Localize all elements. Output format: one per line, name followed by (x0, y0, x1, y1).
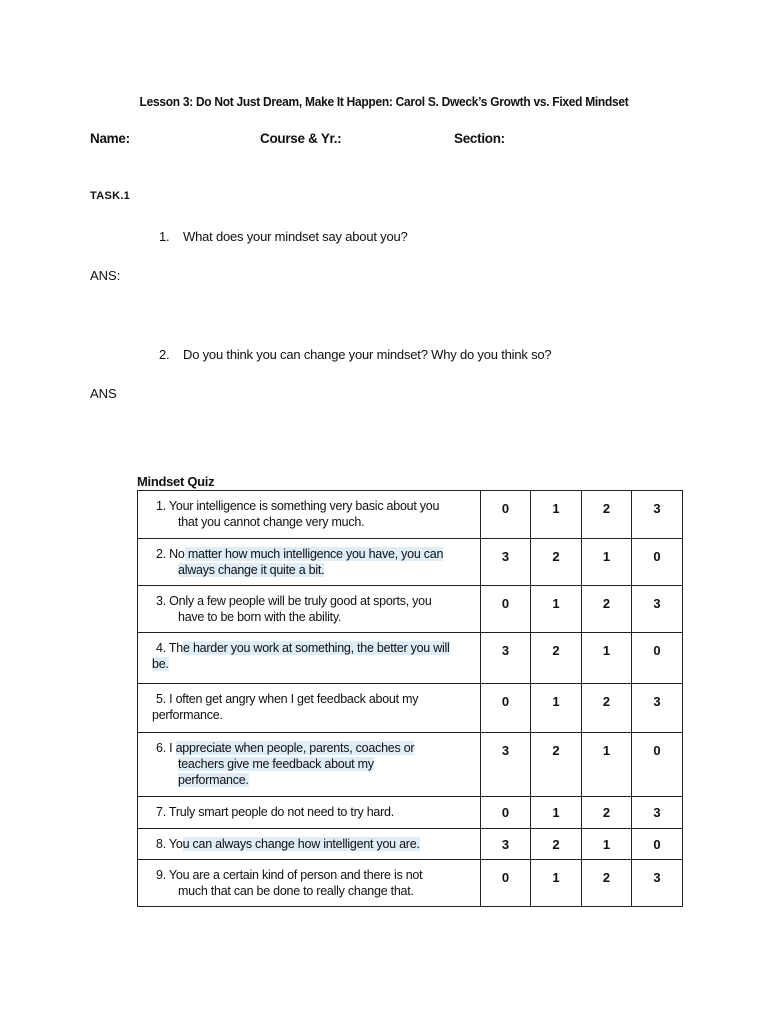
statement-prefix: 2. No (156, 547, 185, 561)
quiz-score[interactable]: 3 (632, 684, 683, 733)
statement-line-2: much that can be done to really change that. (178, 884, 414, 898)
statement-highlight: appreciate when people, parents, coaches or (175, 741, 415, 755)
statement-line-2 (156, 562, 470, 578)
quiz-score[interactable]: 2 (531, 539, 582, 586)
mindset-quiz-table (137, 490, 683, 907)
statement-line-1 (156, 640, 470, 656)
quiz-row (138, 586, 683, 633)
quiz-score[interactable]: 3 (481, 539, 531, 586)
quiz-row (138, 797, 683, 829)
quiz-statement (138, 586, 481, 633)
answer-1-label: ANS: (90, 268, 121, 283)
quiz-score[interactable]: 1 (531, 860, 582, 907)
quiz-score[interactable]: 2 (531, 633, 582, 684)
statement-line-2: performance. (152, 708, 223, 722)
statement-highlight: matter how much intelligence you have, you can (184, 547, 444, 561)
quiz-score[interactable]: 1 (582, 539, 632, 586)
quiz-score[interactable]: 1 (531, 586, 582, 633)
quiz-row (138, 829, 683, 860)
quiz-score[interactable]: 0 (481, 586, 531, 633)
course-label: Course & Yr.: (260, 131, 342, 146)
task-label: TASK.1 (90, 190, 131, 202)
question-2-number: 2. (159, 347, 170, 362)
quiz-row (138, 860, 683, 907)
quiz-score[interactable]: 0 (481, 491, 531, 539)
statement-line-1: 3. Only a few people will be truly good at sports, you (156, 594, 432, 608)
quiz-score[interactable]: 2 (582, 586, 632, 633)
quiz-score[interactable]: 2 (582, 684, 632, 733)
quiz-score[interactable]: 0 (632, 539, 683, 586)
name-label: Name: (90, 131, 130, 146)
statement-line-2: have to be born with the ability. (178, 610, 342, 624)
statement-highlight: always change it quite a bit. (178, 563, 325, 577)
statement-highlight: be. (152, 657, 169, 671)
statement-line-1 (156, 740, 470, 756)
statement-highlight: teachers give me feedback about my (178, 757, 374, 771)
page-title: Lesson 3: Do Not Just Dream, Make It Happen: Carol S. Dweck’s Growth vs. Fixed Mindset (139, 94, 629, 109)
statement-prefix: 6. I (156, 741, 176, 755)
question-1-text: What does your mindset say about you? (183, 229, 408, 244)
quiz-statement (138, 733, 481, 797)
statement-line-2 (156, 756, 470, 772)
statement-line-1: 9. You are a certain kind of person and there is not (156, 868, 423, 882)
quiz-score[interactable]: 2 (582, 491, 632, 539)
quiz-score[interactable]: 1 (582, 829, 632, 860)
quiz-score[interactable]: 1 (531, 684, 582, 733)
statement-highlight: u can always change how intelligent you are. (182, 837, 420, 851)
quiz-score[interactable]: 0 (481, 860, 531, 907)
quiz-statement (138, 633, 481, 684)
quiz-score[interactable]: 3 (481, 733, 531, 797)
statement-prefix: 8. Yo (156, 837, 183, 851)
quiz-score[interactable]: 1 (531, 797, 582, 829)
quiz-score[interactable]: 3 (481, 829, 531, 860)
statement-line-2: that you cannot change very much. (178, 515, 365, 529)
quiz-statement (138, 829, 481, 860)
statement-line-1 (156, 546, 470, 562)
quiz-score[interactable]: 1 (582, 733, 632, 797)
answer-2-label: ANS (90, 386, 117, 401)
quiz-row (138, 491, 683, 539)
quiz-statement (138, 684, 481, 733)
statement-line-1: 1. Your intelligence is something very basic about you (156, 499, 440, 513)
quiz-score[interactable]: 0 (632, 829, 683, 860)
quiz-statement (138, 860, 481, 907)
quiz-statement (138, 491, 481, 539)
statement-highlight: e harder you work at something, the better you will (183, 641, 450, 655)
quiz-score[interactable]: 3 (632, 491, 683, 539)
statement-line-1 (156, 836, 470, 852)
statement-highlight: performance. (178, 773, 249, 787)
question-1-number: 1. (159, 229, 170, 244)
quiz-score[interactable]: 3 (632, 797, 683, 829)
question-2 (159, 347, 551, 362)
quiz-statement (138, 539, 481, 586)
quiz-score[interactable]: 2 (531, 829, 582, 860)
quiz-row (138, 539, 683, 586)
question-2-text: Do you think you can change your mindset? Why do you think so? (183, 347, 552, 362)
quiz-row (138, 733, 683, 797)
quiz-score[interactable]: 2 (582, 860, 632, 907)
quiz-score[interactable]: 3 (481, 633, 531, 684)
quiz-row (138, 633, 683, 684)
statement-prefix: 4. Th (156, 641, 184, 655)
quiz-score[interactable]: 1 (531, 491, 582, 539)
quiz-title: Mindset Quiz (137, 474, 215, 489)
quiz-score[interactable]: 0 (632, 733, 683, 797)
quiz-score[interactable]: 1 (582, 633, 632, 684)
quiz-score[interactable]: 0 (632, 633, 683, 684)
statement-line-2 (152, 656, 470, 672)
quiz-score[interactable]: 0 (481, 684, 531, 733)
quiz-score[interactable]: 0 (481, 797, 531, 829)
question-1 (159, 229, 408, 244)
quiz-row (138, 684, 683, 733)
quiz-score[interactable]: 3 (632, 860, 683, 907)
statement-line-1: 5. I often get angry when I get feedback about my (156, 692, 419, 706)
statement-line-3 (156, 772, 470, 788)
statement-line-1: 7. Truly smart people do not need to try hard. (156, 805, 394, 819)
section-label: Section: (454, 131, 505, 146)
quiz-score[interactable]: 2 (582, 797, 632, 829)
quiz-score[interactable]: 3 (632, 586, 683, 633)
quiz-statement (138, 797, 481, 829)
quiz-score[interactable]: 2 (531, 733, 582, 797)
